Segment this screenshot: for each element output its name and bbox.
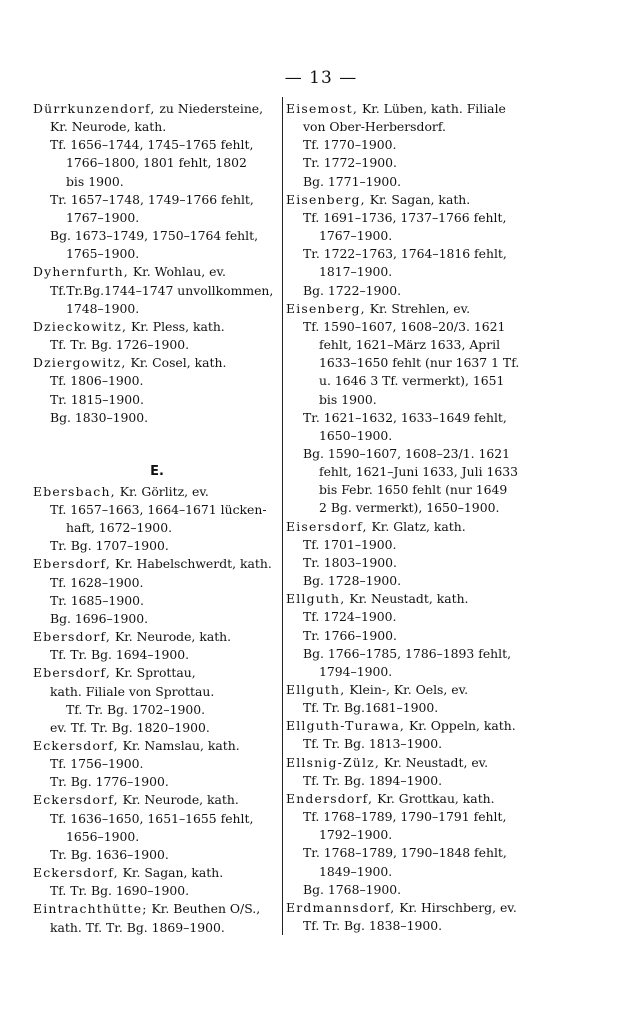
entry-line <box>33 245 281 263</box>
entry-line <box>286 391 531 409</box>
entry-text: 1767–1900. <box>319 228 393 244</box>
place-name: Ellsnig-Zülz, <box>286 754 381 770</box>
register-entry <box>33 318 281 354</box>
entry-text: Kr. Neurode, kath. <box>118 792 239 808</box>
register-entry <box>286 100 531 191</box>
place-name: Dyhernfurth, <box>33 264 129 280</box>
entry-line <box>286 808 531 826</box>
place-name: Eckersdorf, <box>33 792 119 808</box>
entry-line <box>33 100 281 118</box>
entry-line <box>286 917 531 935</box>
entry-line <box>33 882 281 900</box>
entry-line <box>286 627 531 645</box>
entry-text: Kr. Beuthen O/S., <box>147 901 261 917</box>
entry-text: Tr. 1803–1900. <box>303 554 397 570</box>
entry-text: Kr. Sagan, kath. <box>365 191 471 207</box>
entry-line <box>286 191 531 209</box>
entry-line <box>33 483 281 501</box>
entry-text: Tf. Tr. Bg. 1690–1900. <box>50 883 190 899</box>
entry-text: 1794–1900. <box>319 663 393 679</box>
entry-line <box>33 592 281 610</box>
entry-text: Kr. Wohlau, ev. <box>128 264 226 280</box>
entry-text: Kr. Lüben, kath. Filiale <box>358 101 506 116</box>
entry-text: Kr. Neurode, kath. <box>50 119 167 135</box>
entry-line <box>286 409 531 427</box>
entry-line <box>33 391 281 409</box>
entry-text: Kr. Glatz, kath. <box>367 518 466 534</box>
entry-line <box>286 227 531 245</box>
entry-text: Kr. Namslau, kath. <box>118 738 240 753</box>
register-entry <box>286 681 531 717</box>
place-name: Eckersdorf, <box>33 865 119 881</box>
entry-text: Bg. 1728–1900. <box>303 573 402 589</box>
right-column <box>286 100 531 935</box>
register-entry <box>286 717 531 753</box>
place-name: Ellguth, <box>286 682 346 697</box>
entry-line <box>286 590 531 608</box>
entry-line <box>33 372 281 390</box>
entry-text: Kr. Görlitz, ev. <box>115 483 209 499</box>
entry-text: Tf.Tr.Bg.1744–1747 unvollkommen, <box>50 282 274 298</box>
entry-text: Klein-, Kr. Oels, ev. <box>345 682 469 697</box>
entry-line <box>286 554 531 572</box>
register-entry <box>286 790 531 899</box>
entry-line <box>33 191 281 209</box>
place-name: Eisenberg, <box>286 191 366 207</box>
entry-line <box>286 754 531 772</box>
entry-line <box>286 300 531 318</box>
entry-text: Tr. 1621–1632, 1633–1649 fehlt, <box>303 409 507 425</box>
entry-text: Tr. Bg. 1776–1900. <box>50 774 169 790</box>
entry-text: Tr. Bg. 1636–1900. <box>50 846 169 862</box>
entry-text: Kr. Pless, kath. <box>127 318 225 334</box>
section-heading: E. <box>150 463 164 479</box>
entry-text: Bg. 1590–1607, 1608–23/1. 1621 <box>303 445 511 461</box>
place-name: Eisemost, <box>286 101 358 116</box>
entry-text: Tr. 1768–1789, 1790–1848 fehlt, <box>303 845 507 861</box>
register-entry <box>33 354 281 427</box>
entry-line <box>33 555 281 573</box>
entry-line <box>286 263 531 281</box>
entry-line <box>286 536 531 554</box>
register-entry <box>33 263 281 317</box>
entry-text: von Ober-Herbersdorf. <box>303 119 446 135</box>
place-name: Ellguth-Turawa, <box>286 718 406 734</box>
entry-line <box>286 463 531 481</box>
entry-text: Tf. 1628–1900. <box>50 574 144 590</box>
entry-text: Tf. 1768–1789, 1790–1791 fehlt, <box>303 809 507 825</box>
place-name: Dürrkunzendorf, <box>33 101 156 116</box>
entry-text: 1767–1900. <box>66 209 140 225</box>
entry-line <box>33 846 281 864</box>
entry-line <box>33 646 281 664</box>
entry-line <box>286 336 531 354</box>
entry-text: Kr. Oppeln, kath. <box>405 718 516 734</box>
register-entry <box>33 737 281 791</box>
place-name: Dziergowitz, <box>33 355 127 371</box>
entry-text: Bg. 1830–1900. <box>50 409 149 425</box>
entry-line <box>33 755 281 773</box>
entry-line <box>33 354 281 372</box>
entry-text: Tf. Tr. Bg. 1813–1900. <box>303 736 443 752</box>
entry-line <box>33 864 281 882</box>
entry-text: bis 1900. <box>319 391 377 407</box>
register-entry <box>33 900 281 936</box>
register-entry <box>33 100 281 263</box>
place-name: Erdmannsdorf, <box>286 899 396 915</box>
register-entry <box>286 590 531 681</box>
entry-line <box>33 118 281 136</box>
entry-line <box>33 537 281 555</box>
entry-line <box>286 881 531 899</box>
entry-line <box>33 519 281 537</box>
entry-line <box>286 699 531 717</box>
register-entry <box>33 864 281 900</box>
entry-text: 1817–1900. <box>319 264 393 280</box>
entry-line <box>33 773 281 791</box>
entry-text: 1633–1650 fehlt (nur 1637 1 Tf. <box>319 355 520 371</box>
entry-text: Kr. Strehlen, ev. <box>365 300 471 316</box>
entry-text: Tr. 1766–1900. <box>303 627 397 643</box>
entry-text: 1849–1900. <box>319 863 393 879</box>
entry-text: fehlt, 1621–März 1633, April <box>319 337 501 353</box>
entry-text: 1792–1900. <box>319 827 393 843</box>
entry-line <box>33 737 281 755</box>
place-name: Eisenberg, <box>286 300 366 316</box>
entry-text: Tf. Tr. Bg. 1702–1900. <box>66 701 206 717</box>
entry-line <box>33 136 281 154</box>
entry-line <box>286 445 531 463</box>
entry-text: Tr. 1657–1748, 1749–1766 fehlt, <box>50 191 254 207</box>
entry-text: Kr. Hirschberg, ev. <box>395 899 517 915</box>
entry-line <box>33 664 281 682</box>
register-entry <box>33 628 281 664</box>
entry-text: Tr. 1685–1900. <box>50 592 144 608</box>
entry-text: Bg. 1768–1900. <box>303 881 402 897</box>
entry-text: 1766–1800, 1801 fehlt, 1802 <box>66 155 247 171</box>
entry-line <box>286 499 531 517</box>
entry-line <box>33 919 281 937</box>
entry-text: Tf. 1590–1607, 1608–20/3. 1621 <box>303 318 506 334</box>
entry-text: Tr. Bg. 1707–1900. <box>50 538 169 554</box>
entry-line <box>286 209 531 227</box>
entry-line <box>33 300 281 318</box>
place-name: Ebersdorf, <box>33 629 111 645</box>
entry-line <box>286 717 531 735</box>
entry-text: Bg. 1771–1900. <box>303 173 402 189</box>
entry-text: bis 1900. <box>66 173 124 189</box>
entry-text: Tf. 1691–1736, 1737–1766 fehlt, <box>303 209 507 225</box>
entry-line <box>33 263 281 281</box>
entry-text: 1748–1900. <box>66 300 140 316</box>
entry-line <box>286 735 531 753</box>
entry-line <box>33 791 281 809</box>
entry-line <box>286 681 531 699</box>
left-entries-group <box>33 100 281 427</box>
entry-text: kath. Filiale von Sprottau. <box>50 683 215 699</box>
entry-line <box>286 663 531 681</box>
entry-line <box>33 719 281 737</box>
entry-line <box>286 282 531 300</box>
entry-text: Kr. Grottkau, kath. <box>373 790 495 806</box>
place-name: Endersdorf, <box>286 790 374 806</box>
left-column <box>33 100 281 937</box>
entry-text: Kr. Cosel, kath. <box>126 355 227 371</box>
entry-text: fehlt, 1621–Juni 1633, Juli 1633 <box>319 464 519 480</box>
entry-text: ev. Tf. Tr. Bg. 1820–1900. <box>50 719 210 735</box>
place-name: Ebersdorf, <box>33 665 111 681</box>
entry-text: Tf. 1656–1744, 1745–1765 fehlt, <box>50 137 254 153</box>
entry-line <box>33 318 281 336</box>
entry-line <box>286 136 531 154</box>
entry-text: 2 Bg. vermerkt), 1650–1900. <box>319 500 500 516</box>
place-name: Eintrachthütte; <box>33 901 148 917</box>
register-entry <box>286 899 531 935</box>
entry-text: Tf. Tr. Bg. 1694–1900. <box>50 647 190 663</box>
entry-line <box>33 701 281 719</box>
entry-line <box>286 481 531 499</box>
entry-text: Kr. Sagan, kath. <box>118 865 224 881</box>
entry-text: Bg. 1673–1749, 1750–1764 fehlt, <box>50 228 259 244</box>
entry-text: Kr. Neustadt, kath. <box>345 591 469 607</box>
entry-text: Tr. 1772–1900. <box>303 155 397 171</box>
entry-line <box>286 863 531 881</box>
entry-text: Tf. 1701–1900. <box>303 536 397 552</box>
entry-text: Tf. Tr. Bg. 1838–1900. <box>303 918 443 934</box>
entry-line <box>33 409 281 427</box>
place-name: Eckersdorf, <box>33 738 119 753</box>
entry-line <box>286 790 531 808</box>
entry-text: u. 1646 3 Tf. vermerkt), 1651 <box>319 373 505 389</box>
register-entry <box>33 791 281 864</box>
entry-line <box>286 100 531 118</box>
place-name: Ebersbach, <box>33 483 116 499</box>
entry-text: Tf. Tr. Bg. 1726–1900. <box>50 337 190 353</box>
entry-text: Tr. 1815–1900. <box>50 391 144 407</box>
place-name: Dzieckowitz, <box>33 318 128 334</box>
entry-text: Kr. Neustadt, ev. <box>380 754 489 770</box>
entry-line <box>286 372 531 390</box>
entry-text: Tf. 1756–1900. <box>50 756 144 772</box>
place-name: Ebersdorf, <box>33 556 111 572</box>
entry-line <box>33 209 281 227</box>
entry-text: Bg. 1722–1900. <box>303 282 402 298</box>
entry-text: zu Niedersteine, <box>155 101 264 116</box>
left-entries-e-group <box>33 483 281 937</box>
place-name: Ellguth, <box>286 591 346 607</box>
entry-line <box>33 810 281 828</box>
register-entry <box>286 300 531 518</box>
entry-text: Tr. 1722–1763, 1764–1816 fehlt, <box>303 246 507 262</box>
entry-line <box>286 844 531 862</box>
entry-text: 1656–1900. <box>66 828 140 844</box>
column-divider <box>282 97 283 935</box>
register-entry <box>33 483 281 556</box>
entry-text: kath. Tf. Tr. Bg. 1869–1900. <box>50 919 225 935</box>
entry-text: Kr. Habelschwerdt, kath. <box>111 556 272 572</box>
entry-text: Tf. 1657–1663, 1664–1671 lücken- <box>50 501 267 517</box>
entry-text: Bg. 1696–1900. <box>50 610 149 626</box>
entry-line <box>286 518 531 536</box>
entry-line <box>33 683 281 701</box>
entry-line <box>33 336 281 354</box>
entry-line <box>33 900 281 918</box>
entry-line <box>33 574 281 592</box>
entry-text: 1765–1900. <box>66 246 140 262</box>
entry-line <box>286 354 531 372</box>
entry-text: bis Febr. 1650 fehlt (nur 1649 <box>319 482 508 498</box>
entry-text: Tf. Tr. Bg.1681–1900. <box>303 700 439 716</box>
entry-text: Tf. 1770–1900. <box>303 137 397 153</box>
entry-text: Kr. Sprottau, <box>111 665 196 681</box>
entry-text: haft, 1672–1900. <box>66 520 173 536</box>
page-number: — 13 — <box>284 68 358 88</box>
entry-text: Tf. Tr. Bg. 1894–1900. <box>303 772 443 788</box>
entry-line <box>286 154 531 172</box>
entry-line <box>33 282 281 300</box>
entry-line <box>286 645 531 663</box>
entry-line <box>286 245 531 263</box>
register-entry <box>286 518 531 591</box>
entry-line <box>33 501 281 519</box>
entry-text: Kr. Neurode, kath. <box>111 629 232 645</box>
register-entry <box>286 754 531 790</box>
register-entry <box>33 555 281 628</box>
entry-line <box>286 608 531 626</box>
register-entry <box>286 191 531 300</box>
entry-line <box>286 427 531 445</box>
entry-text: 1650–1900. <box>319 427 393 443</box>
entry-line <box>286 173 531 191</box>
entry-line <box>33 173 281 191</box>
entry-line <box>286 118 531 136</box>
entry-line <box>33 628 281 646</box>
entry-line <box>33 828 281 846</box>
entry-line <box>33 610 281 628</box>
entry-line <box>286 899 531 917</box>
entry-line <box>286 318 531 336</box>
right-entries-group <box>286 100 531 935</box>
entry-line <box>33 227 281 245</box>
entry-line <box>286 772 531 790</box>
entry-text: Tf. 1806–1900. <box>50 373 144 389</box>
register-entry <box>33 664 281 737</box>
entry-text: Bg. 1766–1785, 1786–1893 fehlt, <box>303 645 512 661</box>
entry-line <box>286 572 531 590</box>
entry-line <box>33 154 281 172</box>
entry-text: Tf. 1724–1900. <box>303 609 397 625</box>
place-name: Eisersdorf, <box>286 518 368 534</box>
entry-text: Tf. 1636–1650, 1651–1655 fehlt, <box>50 810 254 826</box>
entry-line <box>286 826 531 844</box>
